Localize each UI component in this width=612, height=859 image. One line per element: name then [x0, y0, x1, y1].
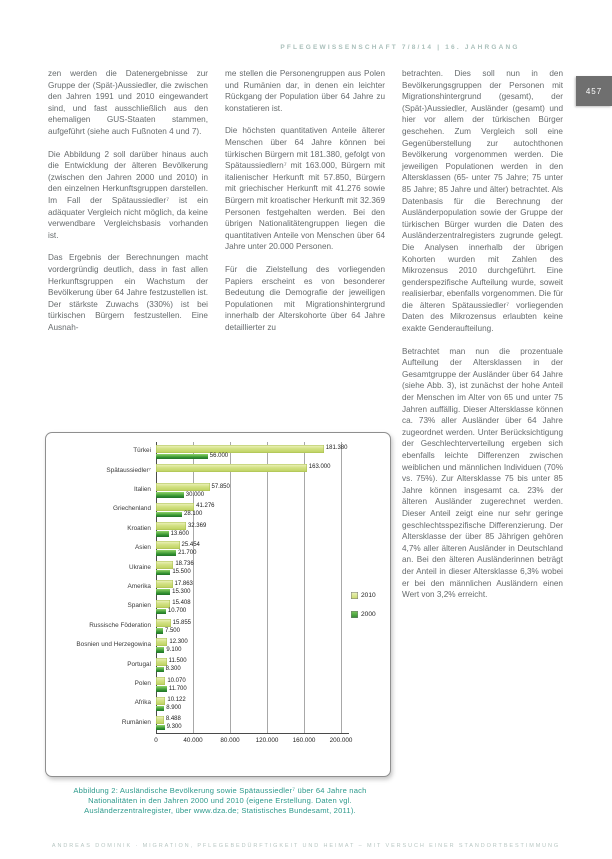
chart-row [52, 442, 385, 461]
paragraph: Die höchsten quantitativen Anteile älterer Menschen über 64 Jahre können bei türkischen Bürgern mit 181.380, gefolgt von Spätaussiedlern⁷ mit 163.000, Bürgern mit italienischer Herkunft mit 57.850, Bürgern mit griechischer Herkunft mit 41.276 sowie Bürgern mit kroatischer Herkunft mit 32.369 Personen festgehalten werden. Bei den übrigen Nationalitätengruppen liegen die quantitativen Anteile von Menschen über 64 Jahre unter 20.000 Personen. [225, 126, 385, 252]
chart-row [52, 597, 385, 616]
bar-2010 [156, 445, 324, 453]
chart-row [52, 520, 385, 539]
legend-item-2000 [351, 611, 376, 618]
bar-2010 [156, 677, 165, 685]
chart-row [52, 578, 385, 597]
bar-value-2010: 8.488 [165, 716, 181, 723]
x-tick-label: 40.000 [183, 737, 203, 744]
bar-value-2000: 7.500 [164, 627, 180, 634]
text-column-2 [225, 68, 385, 344]
chart-category-label: Spätaussiedler⁷ [106, 466, 151, 474]
chart-row [52, 636, 385, 655]
bar-2010 [156, 561, 173, 569]
chart-category-label: Russische Föderation [89, 621, 151, 629]
chart-category-label: Ukraine [128, 563, 151, 571]
bar-value-2010: 25.454 [181, 541, 200, 548]
chart-row [52, 539, 385, 558]
text-column-1 [48, 68, 208, 344]
bar-value-2010: 10.122 [167, 697, 186, 704]
chart-rows [52, 442, 385, 733]
bar-2000 [156, 531, 169, 537]
legend-item-2010 [351, 592, 376, 599]
journal-header-line: PFLEGEWISSENSCHAFT 7/8/14 | 16. JAHRGANG [280, 44, 520, 51]
bar-2000 [156, 609, 166, 615]
paragraph: betrachten. Dies soll nun in den Bevölkerungsgruppen der Personen mit Migrationshintergrund (gesamt), der (Spät-)Aussiedler, Ausländer (gesamt) und hier vor allem der türkischen Bürger geschehen. Zum Vergleich soll eine Gegenüberstellung zur autochthonen Bevölkerung vorgenommen werden. Die jeweiligen Populationen werden in den Altersklassen (65- unter 75 Jahre; 75 unter 85 Jahre; 85 Jahre und älter) betrachtet. Als Datenbasis für die Berechnung der Ausländerpopulation sowie der Gruppe der türkischen Bürger wurden die Daten des Ausländerzentralregisters zugrunde gelegt. Die Analysen innerhalb der übrigen Kohorten wurden mit Zahlen des Mikrozensus 2010 durchgeführt. Eine genderspezifische Aufteilung wurde, soweit realisierbar, ebenfalls vorgenommen. Die für die älteren Spätaussiedler⁷ vorliegenden Daten des Mikrozensus erlaubten keine exakte Genderaufteilung. [402, 69, 563, 334]
chart-bars [156, 442, 385, 461]
bar-2000 [156, 628, 163, 634]
chart-category-label: Griechenland [112, 505, 151, 513]
bar-2000 [156, 492, 184, 498]
paragraph: Das Ergebnis der Berechnungen macht vordergründig deutlich, dass in fast allen Herkunftsgruppen ein Wachstum der Bevölkerung über 64 Jahre festzustellen ist. Der stärkste Zuwachs (330%) ist bei türkischen Bürgern festzustellen. Eine Ausnah- [48, 253, 208, 332]
bar-value-2000: 56.000 [209, 453, 229, 459]
chart-inner [52, 442, 385, 772]
chart-row [52, 617, 385, 636]
chart-category-label: Bosnien und Herzegowina [76, 641, 151, 649]
chart-category-label: Türkei [133, 447, 151, 455]
bar-value-2010: 41.276 [196, 503, 215, 510]
bar-2000 [156, 454, 208, 460]
bar-2010 [156, 580, 173, 588]
chart-row [52, 558, 385, 577]
chart-bars [156, 675, 385, 694]
paragraph: Betrachtet man nun die prozentuale Aufteilung der Altersklassen in der Gesamtgruppe der Ausländer über 64 Jahre (siehe Abb. 3), ist zunächst der hohe Anteil der Menschen im Alter von 65 und unter 75 Jahren auffällig. Dieser Altersklasse können ca. 73% aller Ausländer über 64 Jahre zugeordnet werden. Unter Berücksichtigung der Geschlechterverteilung ergeben sich ebenfalls leichte Differenzen zwischen weiblichen und männlichen Individuen (70% vs. 75%). Zur Altersklasse 75 bis unter 85 Jahre können insgesamt ca. 23% der älteren Ausländer zugerechnet werden. Dieser Anteil zeigt eine nur sehr geringe geschlechtsspezifische Differenzierung. Der Altersklasse der über 85 Jährigen gehören 4,7% aller älteren Ausländer in Deutschland an. Bei den älteren Ausländerinnen beträgt der Anteil in dieser Altersklasse 6,3% wobei er bei den männlichen Ausländern einen Wert von 3,2% erreicht. [402, 346, 563, 600]
paragraph: Die Abbildung 2 soll darüber hinaus auch die Entwicklung der älteren Bevölkerung (zwischen den Jahren 2000 und 2010) in den einzelnen Herkunftsgruppen darstellen. Im Fall der Spätaussiedler⁷ ist ein adäquater Vergleich nicht möglich, da keine verwendbare Vergleichsbasis vorhanden ist. [48, 149, 208, 240]
paragraph: me stellen die Personengruppen aus Polen und Rumänien dar, in denen ein leichter Rückgang der Population über 64 Jahre zu konstatieren ist. [225, 69, 385, 113]
bar-value-2000: 28.100 [183, 511, 203, 518]
chart-category-label: Portugal [127, 660, 151, 668]
bar-value-2010: 163.000 [308, 464, 331, 471]
legend-label-2000: 2000 [361, 611, 376, 618]
bar-2000 [156, 667, 164, 673]
chart-row [52, 713, 385, 732]
bar-value-2000: 8.900 [166, 705, 182, 712]
bar-value-2010: 11.500 [168, 658, 187, 665]
chart-category-label: Spanien [127, 602, 151, 610]
running-footer: ANDREAS DOMINIK · MIGRATION, PFLEGEBEDÜRFTIGKEIT UND HEIMAT – MIT VERSUCH EINER STANDORTBESTIMMUNG [51, 843, 561, 849]
bar-2010 [156, 619, 171, 627]
bar-2010 [156, 600, 170, 608]
chart-row [52, 481, 385, 500]
bar-value-2010: 32.369 [187, 522, 207, 529]
bar-value-2000: 30.000 [185, 491, 205, 498]
x-tick-label: 0 [154, 737, 158, 744]
bar-2010 [156, 464, 307, 472]
x-tick-label: 80.000 [220, 737, 240, 744]
bar-2000 [156, 550, 176, 556]
bar-2000 [156, 512, 182, 518]
bar-2010 [156, 522, 186, 530]
bar-value-2000: 13.600 [170, 530, 189, 537]
chart-x-ticks [52, 737, 385, 747]
bar-value-2010: 15.855 [172, 619, 192, 626]
paragraph: Für die Zielstellung des vorliegenden Papiers erscheint es von besonderer Bedeutung die Demografie der jeweiligen Populationen mit Migrationshintergrund innerhalb der Alterskohorte über 64 Jahre detaillierter zu [225, 264, 385, 332]
bar-value-2000: 15.500 [172, 569, 191, 576]
bar-2000 [156, 725, 165, 731]
chart-bars [156, 481, 385, 500]
bar-value-2000: 9.300 [166, 724, 182, 731]
bar-value-2010: 17.863 [174, 580, 193, 587]
chart-bars [156, 617, 385, 636]
bar-2000 [156, 706, 164, 712]
bar-value-2000: 11.700 [168, 685, 187, 692]
paragraph: zen werden die Datenergebnisse zur Gruppe der (Spät-)Aussiedler, die zwischen den Jahren 1991 und 2010 eingewandert sind, und fast ausschließlich aus den ehemaligen GUS-Staaten stammen, aufgeführt (siehe auch Fußnoten 4 und 7). [48, 69, 208, 136]
chart-category-label: Asien [135, 544, 151, 552]
bar-value-2000: 15.300 [172, 588, 191, 595]
chart-row [52, 461, 385, 480]
bar-2010 [156, 503, 194, 511]
page-number: 457 [585, 86, 603, 96]
chart-bars [156, 558, 385, 577]
page-number-badge [576, 76, 612, 106]
bar-2010 [156, 697, 165, 705]
x-tick-label: 160.000 [292, 737, 316, 744]
bar-value-2010: 10.070 [167, 677, 186, 684]
bar-2010 [156, 716, 164, 724]
chart-bars [156, 461, 385, 480]
bar-2010 [156, 638, 167, 646]
bar-value-2010: 12.300 [169, 638, 188, 645]
bar-value-2010: 57.850 [211, 483, 230, 490]
bar-2000 [156, 647, 164, 653]
chart-category-label: Amerika [127, 583, 151, 591]
chart-bars [156, 694, 385, 713]
bar-value-2010: 181.380 [325, 445, 348, 451]
chart-category-label: Polen [134, 679, 151, 687]
bar-2000 [156, 570, 170, 576]
bar-2000 [156, 686, 167, 692]
chart-bars [156, 636, 385, 655]
bar-value-2010: 15.408 [172, 600, 191, 607]
figure-2-bar-chart [45, 432, 391, 777]
chart-bars [156, 520, 385, 539]
text-column-3 [402, 68, 563, 612]
chart-category-label: Italien [133, 486, 151, 494]
chart-bars [156, 655, 385, 674]
legend-label-2010: 2010 [361, 592, 376, 599]
chart-row [52, 675, 385, 694]
legend-swatch-2010 [351, 592, 358, 599]
bar-2010 [156, 483, 210, 491]
chart-category-label: Kroatien [127, 524, 151, 532]
chart-x-axis-line [156, 733, 349, 734]
bar-value-2010: 18.736 [175, 561, 194, 568]
chart-legend [351, 592, 376, 618]
bar-2000 [156, 589, 170, 595]
bar-value-2000: 8.300 [165, 666, 181, 673]
chart-row [52, 655, 385, 674]
chart-row [52, 500, 385, 519]
chart-row [52, 694, 385, 713]
chart-bars [156, 500, 385, 519]
chart-bars [156, 539, 385, 558]
bar-value-2000: 21.700 [178, 549, 197, 556]
figure-2-caption: Abbildung 2: Ausländische Bevölkerung sowie Spätaussiedler⁷ über 64 Jahre nach Nationalitäten in den Jahren 2000 und 2010 (eigene Erstellung. Daten vgl. Ausländerzentralregister, über www.dza.de; Statistisches Bundesamt, 2011). [73, 786, 367, 816]
bar-value-2000: 9.100 [166, 646, 182, 653]
bar-2010 [156, 658, 167, 666]
x-tick-label: 200.000 [329, 737, 353, 744]
bar-value-2000: 10.700 [167, 608, 187, 615]
chart-category-label: Rumänien [121, 718, 151, 726]
bar-2010 [156, 541, 180, 549]
x-tick-label: 120.000 [255, 737, 279, 744]
chart-bars [156, 713, 385, 732]
legend-swatch-2000 [351, 611, 358, 618]
chart-category-label: Afrika [134, 699, 151, 707]
